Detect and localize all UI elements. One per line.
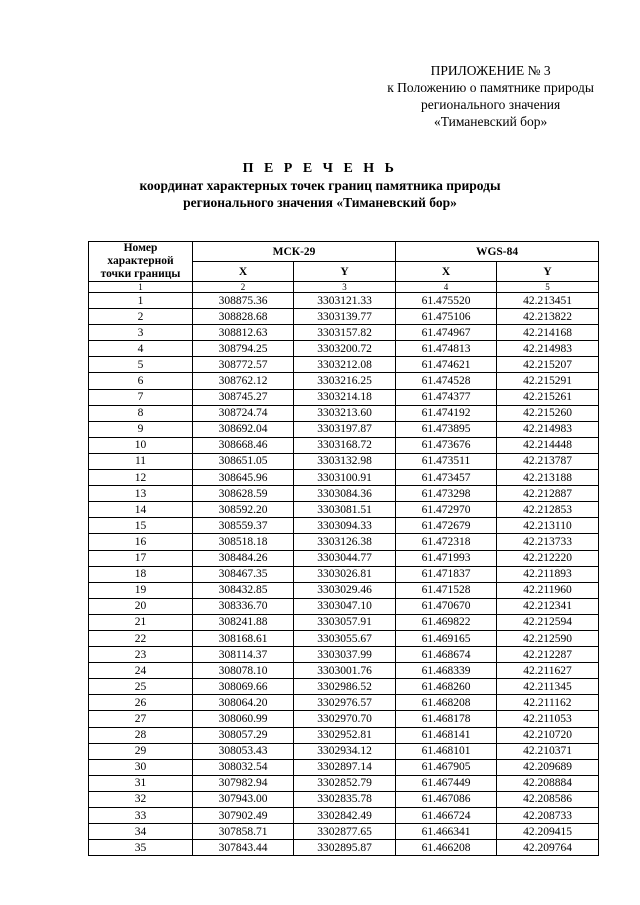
msk29-y-cell: 3302877.65 <box>294 824 396 840</box>
table-row <box>89 534 599 550</box>
table-row <box>89 727 599 743</box>
point-number-cell: 10 <box>89 437 193 453</box>
wgs84-y-cell: 42.208733 <box>497 808 599 824</box>
point-number-cell: 13 <box>89 486 193 502</box>
table-row <box>89 775 599 791</box>
wgs84-x-cell: 61.467449 <box>396 775 497 791</box>
table-row <box>89 743 599 759</box>
point-number-cell: 26 <box>89 695 193 711</box>
wgs84-x-cell: 61.475106 <box>396 309 497 325</box>
wgs84-x-cell: 61.468674 <box>396 647 497 663</box>
point-number-cell: 23 <box>89 647 193 663</box>
wgs84-x-cell: 61.474967 <box>396 325 497 341</box>
msk29-x-cell: 308592.20 <box>193 502 294 518</box>
msk29-x-cell: 308168.61 <box>193 630 294 646</box>
wgs84-y-cell: 42.213733 <box>497 534 599 550</box>
wgs84-y-cell: 42.213822 <box>497 309 599 325</box>
point-number-cell: 32 <box>89 791 193 807</box>
msk29-y-cell: 3302976.57 <box>294 695 396 711</box>
wgs84-y-cell: 42.211893 <box>497 566 599 582</box>
msk29-y-cell: 3302897.14 <box>294 759 396 775</box>
table-row <box>89 679 599 695</box>
point-number-cell: 21 <box>89 614 193 630</box>
msk29-y-cell: 3303047.10 <box>294 598 396 614</box>
msk29-y-cell: 3302842.49 <box>294 808 396 824</box>
msk29-x-cell: 308432.85 <box>193 582 294 598</box>
wgs84-y-cell: 42.212853 <box>497 502 599 518</box>
wgs84-y-cell: 42.211053 <box>497 711 599 727</box>
table-row <box>89 325 599 341</box>
msk29-y-cell: 3303055.67 <box>294 630 396 646</box>
wgs84-y-cell: 42.209415 <box>497 824 599 840</box>
point-number-cell: 18 <box>89 566 193 582</box>
wgs84-y-cell: 42.208586 <box>497 791 599 807</box>
wgs84-x-cell: 61.466208 <box>396 840 497 856</box>
msk29-y-cell: 3303157.82 <box>294 325 396 341</box>
wgs84-y-cell: 42.213188 <box>497 470 599 486</box>
wgs84-x-cell: 61.474528 <box>396 373 497 389</box>
document-subtitle-line: регионального значения «Тиманевский бор» <box>183 195 457 210</box>
wgs84-y-cell: 42.209764 <box>497 840 599 856</box>
point-number-cell: 25 <box>89 679 193 695</box>
point-number-cell: 15 <box>89 518 193 534</box>
wgs84-x-cell: 61.468101 <box>396 743 497 759</box>
wgs84-y-cell: 42.212287 <box>497 647 599 663</box>
msk29-y-cell: 3303126.38 <box>294 534 396 550</box>
table-row <box>89 518 599 534</box>
point-number-cell: 34 <box>89 824 193 840</box>
point-number-cell: 19 <box>89 582 193 598</box>
msk29-x-cell: 307982.94 <box>193 775 294 791</box>
msk29-y-cell: 3303200.72 <box>294 341 396 357</box>
wgs84-x-cell: 61.468178 <box>396 711 497 727</box>
table-row <box>89 663 599 679</box>
wgs84-y-cell: 42.212341 <box>497 598 599 614</box>
msk29-x-cell: 308628.59 <box>193 486 294 502</box>
table-row <box>89 293 599 309</box>
point-number-cell: 31 <box>89 775 193 791</box>
table-row <box>89 389 599 405</box>
wgs84-x-cell: 61.471837 <box>396 566 497 582</box>
msk29-x-cell: 308645.96 <box>193 470 294 486</box>
msk29-x-cell: 307858.71 <box>193 824 294 840</box>
point-number-cell: 2 <box>89 309 193 325</box>
wgs84-x-header: X <box>396 262 497 282</box>
point-number-cell: 5 <box>89 357 193 373</box>
point-number-cell: 33 <box>89 808 193 824</box>
table-row <box>89 486 599 502</box>
msk29-x-cell: 308762.12 <box>193 373 294 389</box>
wgs84-y-cell: 42.211960 <box>497 582 599 598</box>
wgs84-y-cell: 42.209689 <box>497 759 599 775</box>
table-row <box>89 453 599 469</box>
wgs84-x-cell: 61.467086 <box>396 791 497 807</box>
wgs84-x-cell: 61.469165 <box>396 630 497 646</box>
wgs84-y-cell: 42.215207 <box>497 357 599 373</box>
msk29-y-cell: 3303121.33 <box>294 293 396 309</box>
coordinates-table <box>88 241 599 856</box>
wgs84-y-cell: 42.215261 <box>497 389 599 405</box>
point-number-cell: 9 <box>89 421 193 437</box>
table-row <box>89 357 599 373</box>
msk29-x-cell: 307943.00 <box>193 791 294 807</box>
msk29-x-cell: 308032.54 <box>193 759 294 775</box>
wgs84-x-cell: 61.472679 <box>396 518 497 534</box>
wgs84-x-cell: 61.473298 <box>396 486 497 502</box>
wgs84-x-cell: 61.473895 <box>396 421 497 437</box>
header-line: точки границы <box>100 268 181 280</box>
msk29-x-cell: 308484.26 <box>193 550 294 566</box>
document-subtitle-line: координат характерных точек границ памятника природы <box>139 178 501 193</box>
table-row <box>89 373 599 389</box>
column-number: 5 <box>497 282 599 293</box>
wgs84-x-cell: 61.472318 <box>396 534 497 550</box>
table-row <box>89 711 599 727</box>
wgs84-y-cell: 42.215260 <box>497 405 599 421</box>
wgs84-x-cell: 61.473511 <box>396 453 497 469</box>
wgs84-x-cell: 61.470670 <box>396 598 497 614</box>
wgs84-y-cell: 42.212594 <box>497 614 599 630</box>
wgs84-x-cell: 61.474621 <box>396 357 497 373</box>
point-number-cell: 22 <box>89 630 193 646</box>
table-row <box>89 550 599 566</box>
table-row <box>89 695 599 711</box>
msk29-y-cell: 3302835.78 <box>294 791 396 807</box>
table-row <box>89 808 599 824</box>
msk29-y-cell: 3303214.18 <box>294 389 396 405</box>
wgs84-y-cell: 42.211345 <box>497 679 599 695</box>
table-row <box>89 598 599 614</box>
msk29-y-cell: 3303168.72 <box>294 437 396 453</box>
wgs84-x-cell: 61.474192 <box>396 405 497 421</box>
column-number: 3 <box>294 282 396 293</box>
point-number-cell: 16 <box>89 534 193 550</box>
msk29-y-cell: 3303212.08 <box>294 357 396 373</box>
wgs84-y-cell: 42.215291 <box>497 373 599 389</box>
point-number-cell: 1 <box>89 293 193 309</box>
wgs84-y-cell: 42.211627 <box>497 663 599 679</box>
wgs84-x-cell: 61.466724 <box>396 808 497 824</box>
msk29-y-cell: 3302895.87 <box>294 840 396 856</box>
point-number-cell: 30 <box>89 759 193 775</box>
msk29-y-cell: 3302852.79 <box>294 775 396 791</box>
wgs84-y-cell: 42.212220 <box>497 550 599 566</box>
appendix-header <box>387 62 594 130</box>
msk29-x-cell: 308668.46 <box>193 437 294 453</box>
msk29-x-cell: 308772.57 <box>193 357 294 373</box>
wgs84-y-cell: 42.210371 <box>497 743 599 759</box>
msk29-x-cell: 308053.43 <box>193 743 294 759</box>
table-row <box>89 824 599 840</box>
wgs84-x-cell: 61.475520 <box>396 293 497 309</box>
document-title: П Е Р Е Ч Е Н Ь <box>242 161 398 176</box>
wgs84-y-cell: 42.213451 <box>497 293 599 309</box>
msk29-x-cell: 308692.04 <box>193 421 294 437</box>
msk29-y-cell: 3303094.33 <box>294 518 396 534</box>
wgs84-y-cell: 42.213110 <box>497 518 599 534</box>
wgs84-y-cell: 42.208884 <box>497 775 599 791</box>
msk29-x-cell: 308069.66 <box>193 679 294 695</box>
wgs84-y-cell: 42.211162 <box>497 695 599 711</box>
table-row <box>89 502 599 518</box>
msk29-y-cell: 3303029.46 <box>294 582 396 598</box>
coordinates-rows <box>89 293 599 856</box>
wgs84-x-cell: 61.473676 <box>396 437 497 453</box>
msk29-y-cell: 3303026.81 <box>294 566 396 582</box>
msk29-y-cell: 3303197.87 <box>294 421 396 437</box>
msk29-y-cell: 3303100.91 <box>294 470 396 486</box>
point-number-cell: 28 <box>89 727 193 743</box>
msk29-x-cell: 308559.37 <box>193 518 294 534</box>
wgs84-y-cell: 42.212590 <box>497 630 599 646</box>
header-line: Номер <box>123 242 158 254</box>
msk29-y-cell: 3302934.12 <box>294 743 396 759</box>
wgs84-x-cell: 61.471528 <box>396 582 497 598</box>
wgs84-y-cell: 42.213787 <box>497 453 599 469</box>
table-row <box>89 791 599 807</box>
msk29-y-cell: 3303139.77 <box>294 309 396 325</box>
point-number-cell: 12 <box>89 470 193 486</box>
wgs84-x-cell: 61.468260 <box>396 679 497 695</box>
msk29-x-cell: 308875.36 <box>193 293 294 309</box>
column-numbers-row <box>89 282 599 293</box>
wgs84-y-cell: 42.214983 <box>497 341 599 357</box>
msk29-y-cell: 3303037.99 <box>294 647 396 663</box>
msk29-y-header: Y <box>294 262 396 282</box>
point-number-cell: 4 <box>89 341 193 357</box>
msk29-x-cell: 308060.99 <box>193 711 294 727</box>
table-row <box>89 630 599 646</box>
point-number-cell: 3 <box>89 325 193 341</box>
msk29-y-cell: 3302952.81 <box>294 727 396 743</box>
msk29-y-cell: 3303084.36 <box>294 486 396 502</box>
msk29-x-cell: 308812.63 <box>193 325 294 341</box>
table-row <box>89 582 599 598</box>
msk29-y-cell: 3303001.76 <box>294 663 396 679</box>
wgs84-x-cell: 61.474377 <box>396 389 497 405</box>
msk29-y-cell: 3303057.91 <box>294 614 396 630</box>
table-row <box>89 421 599 437</box>
table-row <box>89 405 599 421</box>
table-row <box>89 437 599 453</box>
msk29-x-cell: 308078.10 <box>193 663 294 679</box>
wgs84-y-header: Y <box>497 262 599 282</box>
msk29-x-cell: 308794.25 <box>193 341 294 357</box>
wgs84-x-cell: 61.468141 <box>396 727 497 743</box>
document-heading <box>0 160 640 211</box>
msk29-y-cell: 3303132.98 <box>294 453 396 469</box>
appendix-line: «Тиманевский бор» <box>433 114 548 129</box>
msk29-x-cell: 308828.68 <box>193 309 294 325</box>
point-number-cell: 27 <box>89 711 193 727</box>
msk29-y-cell: 3302970.70 <box>294 711 396 727</box>
wgs84-x-cell: 61.469822 <box>396 614 497 630</box>
wgs84-x-cell: 61.467905 <box>396 759 497 775</box>
msk29-header: МСК-29 <box>193 242 396 262</box>
appendix-line: к Положению о памятнике природы <box>387 80 594 95</box>
appendix-line: регионального значения <box>421 97 561 112</box>
msk29-x-cell: 308064.20 <box>193 695 294 711</box>
point-number-cell: 6 <box>89 373 193 389</box>
wgs84-x-cell: 61.473457 <box>396 470 497 486</box>
msk29-x-cell: 308724.74 <box>193 405 294 421</box>
wgs84-y-cell: 42.210720 <box>497 727 599 743</box>
table-row <box>89 647 599 663</box>
msk29-y-cell: 3302986.52 <box>294 679 396 695</box>
wgs84-y-cell: 42.214168 <box>497 325 599 341</box>
msk29-x-cell: 308057.29 <box>193 727 294 743</box>
table-row <box>89 840 599 856</box>
point-number-cell: 7 <box>89 389 193 405</box>
msk29-y-cell: 3303081.51 <box>294 502 396 518</box>
point-number-cell: 14 <box>89 502 193 518</box>
wgs84-y-cell: 42.212887 <box>497 486 599 502</box>
msk29-x-cell: 308651.05 <box>193 453 294 469</box>
point-number-cell: 8 <box>89 405 193 421</box>
wgs84-x-cell: 61.468339 <box>396 663 497 679</box>
table-row <box>89 614 599 630</box>
column-number: 2 <box>193 282 294 293</box>
wgs84-header: WGS-84 <box>396 242 599 262</box>
msk29-y-cell: 3303044.77 <box>294 550 396 566</box>
point-number-cell: 24 <box>89 663 193 679</box>
msk29-x-cell: 307843.44 <box>193 840 294 856</box>
msk29-x-cell: 308336.70 <box>193 598 294 614</box>
msk29-x-cell: 308467.35 <box>193 566 294 582</box>
wgs84-y-cell: 42.214983 <box>497 421 599 437</box>
point-number-cell: 20 <box>89 598 193 614</box>
column-number: 4 <box>396 282 497 293</box>
header-line: характерной <box>107 255 174 267</box>
table-row <box>89 309 599 325</box>
msk29-x-cell: 308518.18 <box>193 534 294 550</box>
msk29-x-header: X <box>193 262 294 282</box>
msk29-x-cell: 308241.88 <box>193 614 294 630</box>
point-number-cell: 29 <box>89 743 193 759</box>
wgs84-x-cell: 61.471993 <box>396 550 497 566</box>
point-number-cell: 35 <box>89 840 193 856</box>
msk29-y-cell: 3303213.60 <box>294 405 396 421</box>
wgs84-x-cell: 61.474813 <box>396 341 497 357</box>
point-number-cell: 11 <box>89 453 193 469</box>
table-row <box>89 341 599 357</box>
table-row <box>89 566 599 582</box>
table-row <box>89 470 599 486</box>
column-number: 1 <box>89 282 193 293</box>
table-row <box>89 759 599 775</box>
wgs84-y-cell: 42.214448 <box>497 437 599 453</box>
msk29-x-cell: 308114.37 <box>193 647 294 663</box>
wgs84-x-cell: 61.472970 <box>396 502 497 518</box>
point-number-cell: 17 <box>89 550 193 566</box>
point-number-header <box>89 242 193 282</box>
wgs84-x-cell: 61.466341 <box>396 824 497 840</box>
msk29-y-cell: 3303216.25 <box>294 373 396 389</box>
wgs84-x-cell: 61.468208 <box>396 695 497 711</box>
msk29-x-cell: 308745.27 <box>193 389 294 405</box>
msk29-x-cell: 307902.49 <box>193 808 294 824</box>
appendix-line: ПРИЛОЖЕНИЕ № 3 <box>430 63 551 78</box>
